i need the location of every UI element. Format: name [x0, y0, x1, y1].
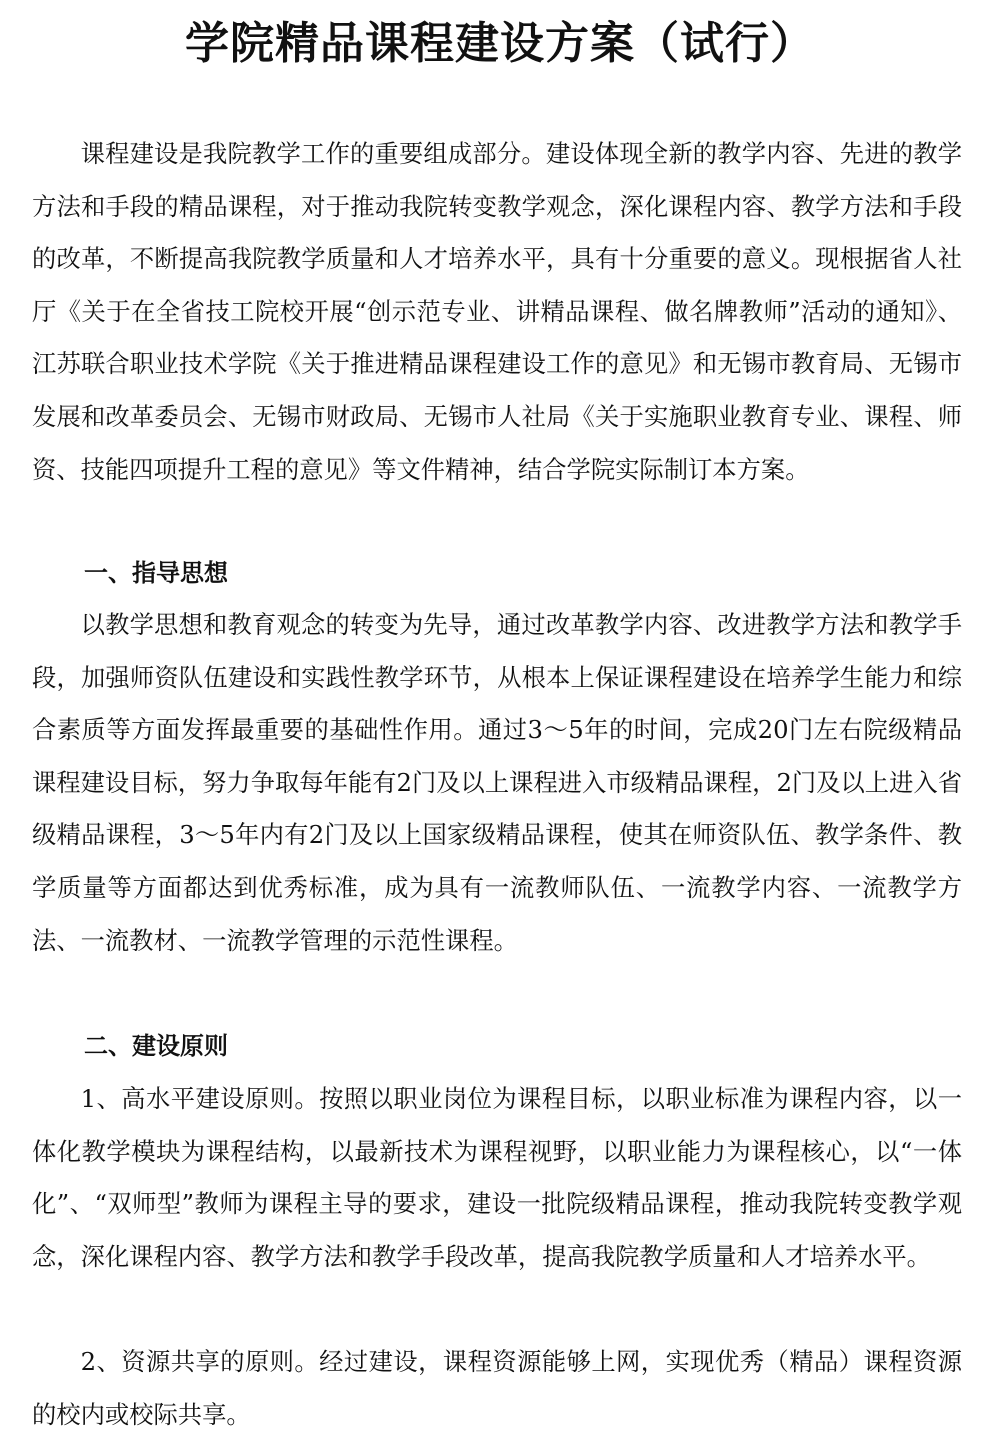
guiding-ideology-paragraph: 以教学思想和教育观念的转变为先导，通过改革教学内容、改进教学方法和教学手段，加强师资队伍建设和实践性教学环节，从根本上保证课程建设在培养学生能力和综合素质等方面发挥最重要的基础性作用。通过3～5年的时间，完成20门左右院级精品课程建设目标，努力争取每年能有2门及以上课程进入市级精品课程，2门及以上进入省级精品课程，3～5年内有2门及以上国家级精品课程，使其在师资队伍、教学条件、教学质量等方面都达到优秀标准，成为具有一流教师队伍、一流教学内容、一流教学方法、一流教材、一流教学管理的示范性课程。 [32, 610, 962, 955]
principle-high-level-paragraph: 1、高水平建设原则。按照以职业岗位为课程目标，以职业标准为课程内容，以一体化教学模块为课程结构，以最新技术为课程视野，以职业能力为课程核心，以“一体化”、“双师型”教师为课程主导的要求，建设一批院级精品课程，推动我院转变教学观念，深化课程内容、教学方法和教学手段改革，提高我院教学质量和人才培养水平。 [32, 1084, 962, 1271]
intro-paragraph: 课程建设是我院教学工作的重要组成部分。建设体现全新的教学内容、先进的教学方法和手段的精品课程，对于推动我院转变教学观念，深化课程内容、教学方法和手段的改革，不断提高我院教学质量和人才培养水平，具有十分重要的意义。现根据省人社厅《关于在全省技工院校开展“创示范专业、讲精品课程、做名牌教师”活动的通知》、江苏联合职业技术学院《关于推进精品课程建设工作的意见》和无锡市教育局、无锡市发展和改革委员会、无锡市财政局、无锡市人社局《关于实施职业教育专业、课程、师资、技能四项提升工程的意见》等文件精神，结合学院实际制订本方案。 [32, 139, 962, 484]
section-heading-construction-principles: 二、建设原则 [84, 1032, 228, 1060]
principle-resource-sharing-paragraph: 2、资源共享的原则。经过建设，课程资源能够上网，实现优秀（精品）课程资源的校内或校际共享。 [32, 1347, 962, 1429]
document-title: 学院精品课程建设方案（试行） [185, 18, 815, 69]
section-heading-guiding-ideology: 一、指导思想 [84, 559, 228, 587]
